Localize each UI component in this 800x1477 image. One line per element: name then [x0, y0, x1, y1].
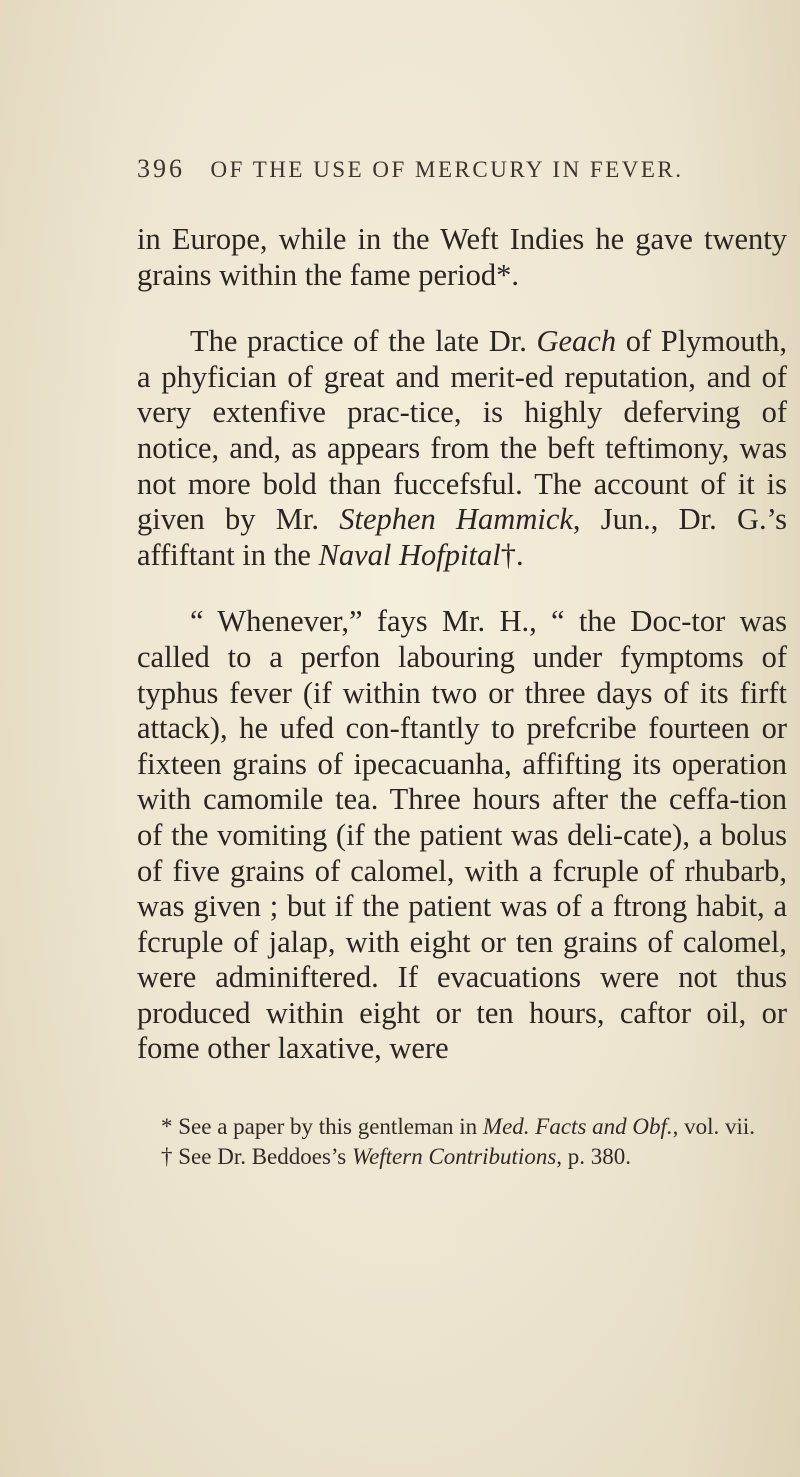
text-segment: † See Dr. Beddoes’s [161, 1144, 353, 1169]
footnote-asterisk [137, 1112, 787, 1142]
text-segment: in Europe, while in the Weft Indies he gave twenty grains within the fame period*. [137, 222, 787, 292]
text-segment-italic: Med. Facts and Obf. [482, 1114, 673, 1139]
footnote-dagger [137, 1142, 787, 1172]
body-text [137, 222, 787, 1067]
text-segment: , p. 380. [556, 1144, 632, 1169]
text-segment-italic: Weftern Contributions [352, 1144, 557, 1169]
text-segment: * See a paper by this gentleman in [161, 1114, 483, 1139]
text-segment: †. [500, 537, 524, 572]
text-segment-italic: Stephen Hammick [339, 502, 573, 537]
paragraph-continuation [137, 222, 787, 293]
running-head-title: OF THE USE OF MERCURY IN FEVER. [210, 157, 684, 182]
text-segment: , Jun., Dr. G.’s affiftant in the [137, 502, 787, 572]
text-segment-italic: Naval Hofpital [318, 537, 501, 572]
paragraph-quotation [137, 604, 787, 1067]
running-head [137, 154, 777, 184]
text-segment-italic: Geach [536, 324, 617, 359]
text-segment: The practice of the late Dr. [190, 324, 537, 359]
page-number: 396 [137, 154, 185, 183]
text-segment: “ Whenever,” fays Mr. H., “ the Doc-tor was called to a perfon labouring under fymptoms of typhus fever (if within two or three days of its firft attack), he ufed con-ftantly to prefcribe fourteen or fixteen grains of ipecacuanha, affifting its operation with camomile tea. Three hours after the ceffa-tion of the vomiting (if the patient was deli-cate), a bolus of five grains of calomel, with a fcruple of rhubarb, was given ; but if the patient was of a ftrong habit, a fcruple of jalap, with eight or ten grains of calomel, were adminiftered. If evacuations were not thus produced within eight or ten hours, caftor oil, or fome other laxative, were [137, 604, 787, 1066]
text-segment: , vol. vii. [672, 1114, 756, 1139]
footnotes [137, 1112, 787, 1172]
text-segment: of Plymouth, a phyfician of great and merit-ed reputation, and of very extenfive prac-tice, is highly deferving of notice, and, as appears from the beft teftimony, was not more bold than fuccefsful. The account of it is given by Mr. [137, 324, 787, 537]
paragraph-geach-practice [137, 324, 787, 573]
